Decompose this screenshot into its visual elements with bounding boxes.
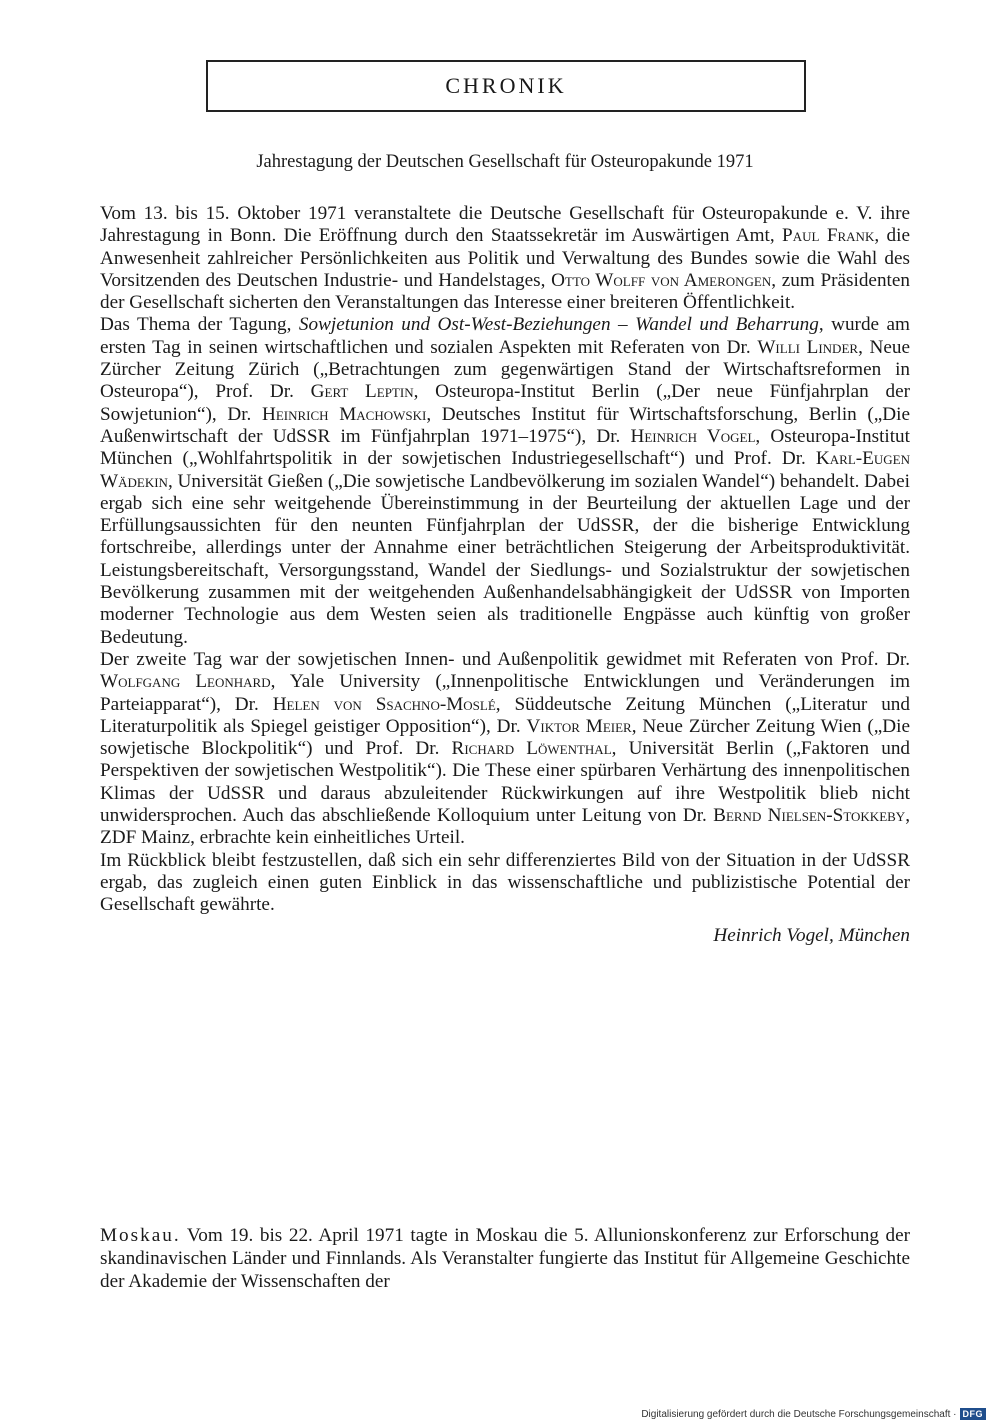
chronik-title: CHRONIK	[445, 73, 567, 98]
report-text: Vom 19. bis 22. April 1971 tagte in Moskau die 5. Allunionskonferenz zur Erforschung der skandinavischen Länder und Finnlands. Als Veranstalter fungierte das Institut für Allgemeine Geschichte der Akademie der Wissenschaften der	[100, 1225, 910, 1292]
paragraph-2: Das Thema der Tagung, Sowjetunion und Ost-West-Beziehungen – Wandel und Beharrung, wurde am ersten Tag in seinen wirtschaftlichen und sozialen Aspekten mit Referaten von Dr. Willi Linder, Neue Zürcher Zeitung Zürich („Betrachtungen zum gegenwärtigen Stand der Wirtschaftsreformen in Osteuropa“), Prof. Dr. Gert Leptin, Osteuropa-Institut Berlin („Der neue Fünfjahrplan der Sowjetunion“), Dr. Heinrich Machowski, Deutsches Institut für Wirtschaftsforschung, Berlin („Die Außenwirtschaft der UdSSR im Fünfjahrplan 1971–1975“), Dr. Heinrich Vogel, Osteuropa-Institut München („Wohlfahrtspolitik in der sowjetischen Industriegesellschaft“) und Prof. Dr. Karl-Eugen Wädekin, Universität Gießen („Die sowjetische Landbevölkerung im sozialen Wandel“) behandelt. Dabei ergab sich eine sehr weitgehende Übereinstimmung in der Beurteilung der aktuellen Lage und der Erfüllungsaussichten für den neunten Fünfjahrplan der UdSSR, der die bisherige Entwicklung fortschreibe, allerdings unter der Annahme einer beträchtlichen Steigerung der Arbeitsproduktivität. Leistungsbereitschaft, Versorgungsstand, Wandel der Siedlungs- und Sozialstruktur der sowjetischen Bevölkerung zusammen mit der weitgehenden Außenhandelsabhängigkeit der UdSSR von Importen moderner Technologie aus dem Westen seien als traditionelle Engpässe auch künftig von großer Bedeutung.	[100, 314, 911, 648]
article-heading: Jahrestagung der Deutschen Gesellschaft für Osteuropakunde 1971	[256, 152, 754, 172]
article-body	[100, 203, 910, 947]
person-name: Karl-Eugen Wädekin	[100, 448, 910, 492]
author-signature: Heinrich Vogel, München	[713, 924, 910, 946]
person-name: Heinrich Machowski	[261, 403, 427, 425]
report-location: Moskau.	[100, 1225, 181, 1246]
paragraph-4: Im Rückblick bleibt festzustellen, daß sich ein sehr differenziertes Bild von der Situation in der UdSSR ergab, das zugleich einen guten Einblick in das wissenschaftliche und publizistische Potential der Gesellschaft gewährte.	[100, 849, 910, 916]
conference-theme: Sowjetunion und Ost-West-Beziehungen – Wandel und Beharrung	[298, 314, 819, 336]
person-name: Richard Löwenthal	[451, 738, 612, 760]
chronik-title-box	[206, 60, 806, 112]
person-name: Otto Wolff von Amerongen	[551, 269, 772, 291]
person-name: Willi Linder	[757, 336, 859, 358]
person-name: Helen von Ssachno-Moslé	[272, 693, 496, 715]
paragraph-3: Der zweite Tag war der sowjetischen Innen- und Außenpolitik gewidmet mit Referaten von Prof. Dr. Wolfgang Leonhard, Yale University („Innenpolitische Entwicklungen und Veränderungen im Parteiapparat“), Dr. Helen von Ssachno-Moslé, Süddeutsche Zeitung München („Literatur und Literaturpolitik als Spiegel geistiger Opposition“), Dr. Viktor Meier, Neue Zürcher Zeitung Wien („Die sowjetische Blockpolitik“) und Prof. Dr. Richard Löwenthal, Universität Berlin („Faktoren und Perspektiven der sowjetischen Westpolitik“). Die These einer spürbaren Verhärtung des innenpolitischen Klimas der UdSSR und daraus abzuleitender Rückwirkungen auf ihre Westpolitik blieb nicht unwidersprochen. Auch das abschließende Kolloquium unter Leitung von Dr. Bernd Nielsen-Stokkeby, ZDF Mainz, erbrachte kein einheitliches Urteil.	[100, 648, 911, 849]
person-name: Paul Frank	[782, 225, 875, 247]
paragraph-1: Vom 13. bis 15. Oktober 1971 veranstaltete die Deutsche Gesellschaft für Osteuropakunde e. V. ihre Jahrestagung in Bonn. Die Eröffnung durch den Staatssekretär im Auswärtigen Amt, Paul Frank, die Anwesenheit zahlreicher Persönlichkeiten aus Politik und Verwaltung des Bundes sowie die Wahl des Vorsitzenden des Deutschen Industrie- und Handelstages, Otto Wolff von Amerongen, zum Präsidenten der Gesellschaft sicherten den Veranstaltungen das Interesse einer breiteren Öffentlichkeit.	[100, 203, 910, 314]
digitization-footer	[641, 1408, 986, 1420]
person-name: Viktor Meier	[526, 715, 632, 737]
dfg-logo-icon: DFG	[960, 1408, 987, 1420]
moskau-report	[100, 1224, 910, 1293]
person-name: Wolfgang Leonhard	[100, 671, 271, 693]
person-name: Bernd Nielsen-Stokkeby	[713, 805, 906, 827]
person-name: Heinrich Vogel	[630, 425, 756, 447]
footer-text: Digitalisierung gefördert durch die Deutsche Forschungsgemeinschaft ·	[641, 1408, 957, 1420]
person-name: Gert Leptin	[310, 381, 414, 403]
